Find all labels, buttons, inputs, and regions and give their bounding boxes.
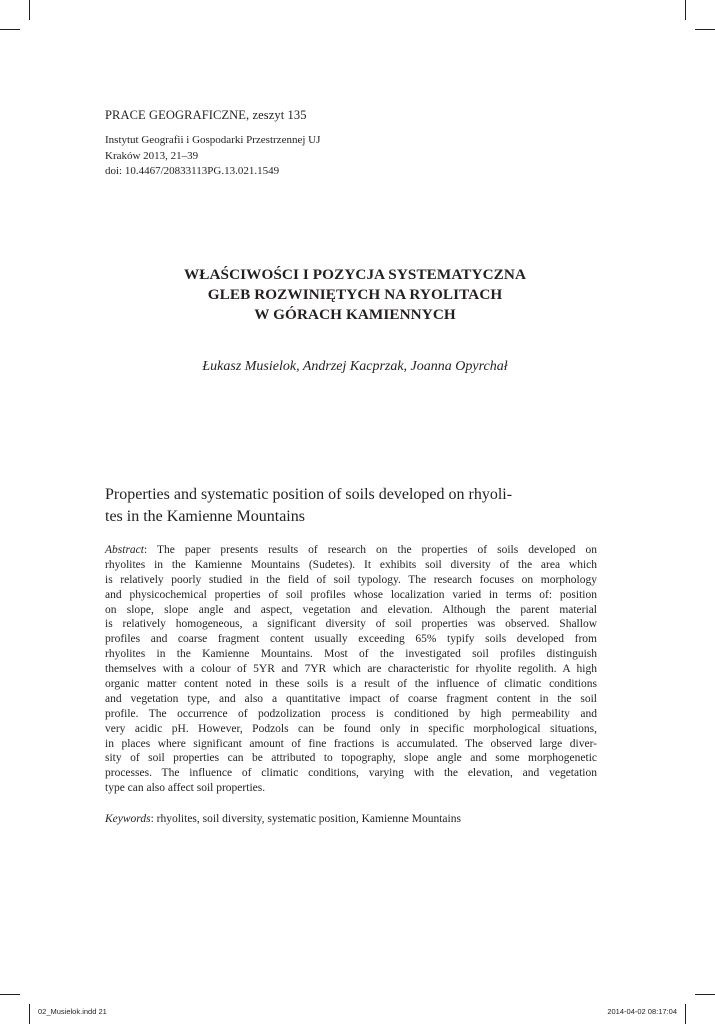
place-year-pages: Kraków 2013, 21–39 xyxy=(105,149,199,162)
journal-header xyxy=(105,107,625,180)
title-en-line: tes in the Kamienne Mountains xyxy=(105,508,305,525)
footer-filename: 02_Musielok.indd 21 xyxy=(38,1007,107,1016)
crop-mark-bottom-left-v xyxy=(29,1004,30,1024)
doi: doi: 10.4467/20833113PG.13.021.1549 xyxy=(105,165,280,177)
crop-mark-top-left-h xyxy=(0,29,20,30)
crop-mark-top-right-v xyxy=(685,0,686,20)
abstract-label: Abstract xyxy=(105,544,144,556)
abstract-line: organic matter content noted in these soils is a result of the influence of climatic conditions xyxy=(105,678,597,691)
title-pl-line: GLEB ROZWINIĘTYCH NA RYOLITACH xyxy=(207,286,503,303)
abstract-line: is relatively poorly studied in the field of soil typology. The research focuses on morphology xyxy=(105,573,597,586)
abstract-line: Abstract: The paper presents results of research on the properties of soils developed on xyxy=(105,544,597,556)
paper-title-en xyxy=(105,484,600,528)
paper-title-pl xyxy=(105,265,605,325)
keywords xyxy=(105,812,597,827)
abstract xyxy=(105,543,597,796)
crop-mark-bottom-right-h xyxy=(695,994,715,995)
institute: Instytut Geografii i Gospodarki Przestrzennej UJ xyxy=(105,134,321,146)
abstract-line: processes. The influence of climatic conditions, varying with the elevation, and vegetation xyxy=(105,767,597,780)
crop-mark-bottom-left-h xyxy=(0,994,20,995)
journal-name: PRACE GEOGRAFICZNE, zeszyt 135 xyxy=(105,108,307,122)
footer-timestamp: 2014-04-02 08:17:04 xyxy=(607,1007,677,1016)
abstract-line: type can also affect soil properties. xyxy=(105,782,266,795)
crop-mark-bottom-right-v xyxy=(685,1004,686,1024)
abstract-line: rhyolites in the Kamienne Mountains. Most of the investigated soil profiles distinguish xyxy=(105,648,597,661)
abstract-line: and physicochemical properties of soil profiles whose localization varied in terms of: position xyxy=(105,588,597,601)
publication-meta xyxy=(105,133,625,180)
abstract-line: in places where significant amount of fine fractions is accumulated. The observed large diver- xyxy=(105,737,597,750)
keywords-label: Keywords xyxy=(105,813,151,825)
abstract-line: profiles and coarse fragment content usually exceeding 65% typify soils developed from xyxy=(105,633,597,646)
abstract-line: profile. The occurrence of podzolization process is conditioned by high permeability and xyxy=(105,707,597,720)
crop-mark-top-right-h xyxy=(695,29,715,30)
crop-mark-top-left-v xyxy=(29,0,30,20)
keywords-text: : rhyolites, soil diversity, systematic position, Kamienne Mountains xyxy=(150,813,461,825)
abstract-line: is relatively homogeneous, a significant diversity of soil properties was observed. Shallow xyxy=(105,618,597,631)
title-pl-line: WŁAŚCIWOŚCI I POZYCJA SYSTEMATYCZNA xyxy=(183,266,527,283)
abstract-line: rhyolites in the Kamienne Mountains (Sudetes). It exhibits soil diversity of the area which xyxy=(105,558,597,571)
abstract-line: very acidic pH. However, Podzols can be found only in specific morphological situations, xyxy=(105,722,597,735)
abstract-line: sity of soil properties can be attributed to topography, slope angle and some morphogenetic xyxy=(105,752,597,765)
abstract-line: on slope, slope angle and aspect, vegetation and elevation. Although the parent material xyxy=(105,603,597,616)
authors: Łukasz Musielok, Andrzej Kacprzak, Joanna Opyrchał xyxy=(202,359,508,374)
abstract-line: and vegetation type, and also a quantitative impact of coarse fragment content in the soil xyxy=(105,692,597,705)
title-pl-line: W GÓRACH KAMIENNYCH xyxy=(254,306,456,323)
title-en-line: Properties and systematic position of soils developed on rhyoli- xyxy=(105,486,513,503)
abstract-line: themselves with a colour of 5YR and 7YR which are characteristic for rhyolite regolith. A high xyxy=(105,663,597,676)
